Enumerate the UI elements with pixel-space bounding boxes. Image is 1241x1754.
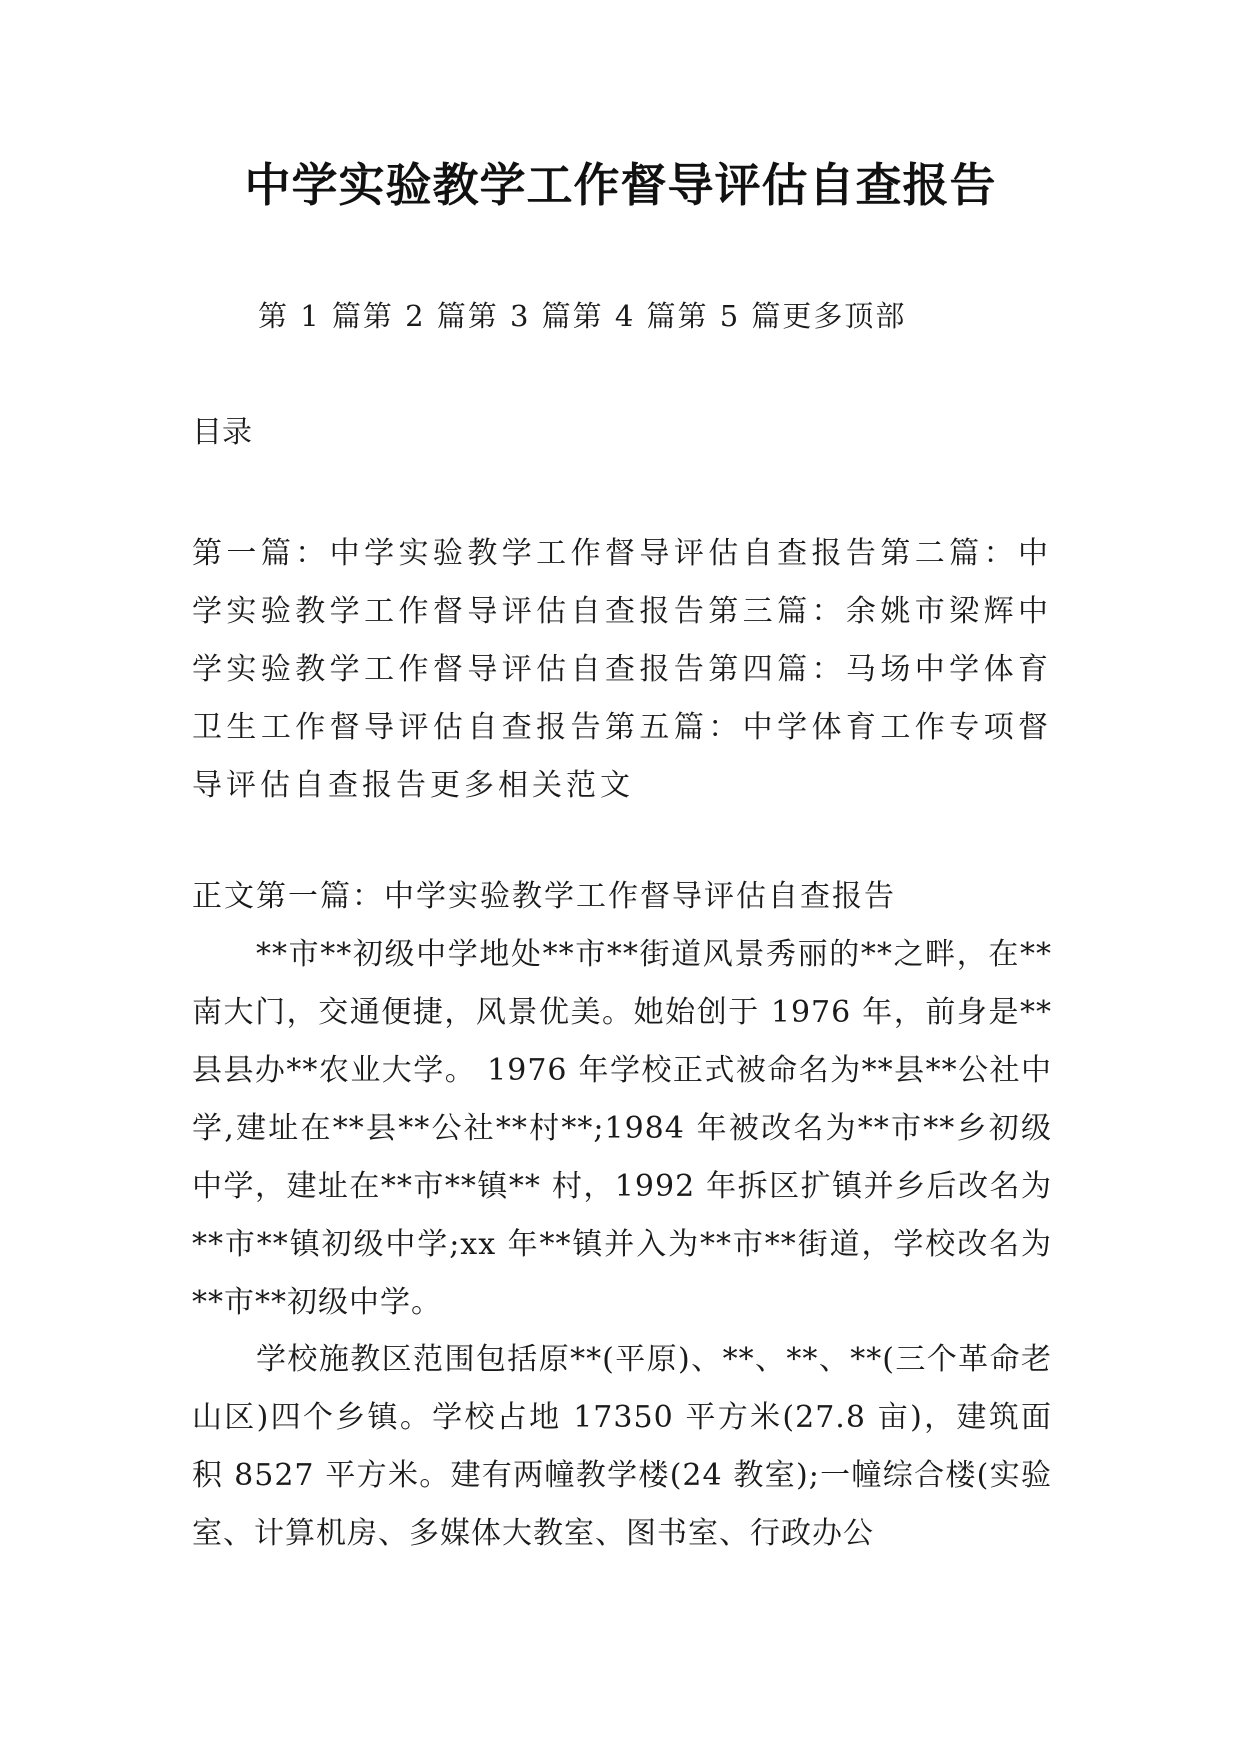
document-title: 中学实验教学工作督导评估自查报告 <box>244 158 997 212</box>
table-of-contents-body: 第一篇：中学实验教学工作督导评估自查报告第二篇：中学实验教学工作督导评估自查报告第三篇：余姚市梁辉中学实验教学工作督导评估自查报告第四篇：马场中学体育卫生工作督导评估自查报告第五篇：中学体育工作专项督导评估自查报告更多相关范文 <box>192 536 1052 803</box>
table-of-contents-heading: 目录 <box>192 415 252 450</box>
main-text-heading: 正文第一篇：中学实验教学工作督导评估自查报告 <box>192 879 896 914</box>
body-paragraph: **市**初级中学地处**市**街道风景秀丽的**之畔，在**南大门，交通便捷，风景优美。她始创于 1976 年，前身是**县县办**农业大学。 1976 年学校正式被命名为**县**公社中学,建址在**县**公社**村**;1984 年被改名为**市**乡初级中学，建址在**市**镇** 村，1992 年拆区扩镇并乡后改名为**市**镇初级中学;xx 年**镇并入为**市**街道，学校改名为**市**初级中学。 <box>192 937 1052 1320</box>
chapter-navigation-line: 第 1 篇第 2 篇第 3 篇第 4 篇第 5 篇更多顶部 <box>258 299 907 333</box>
body-paragraph: 学校施教区范围包括原**(平原)、**、**、**(三个革命老山区)四个乡镇。学校占地 17350 平方米(27.8 亩)，建筑面积 8527 平方米。建有两幢教学楼(24 教室);一幢综合楼(实验室、计算机房、多媒体大教室、图书室、行政办公 <box>192 1342 1052 1551</box>
